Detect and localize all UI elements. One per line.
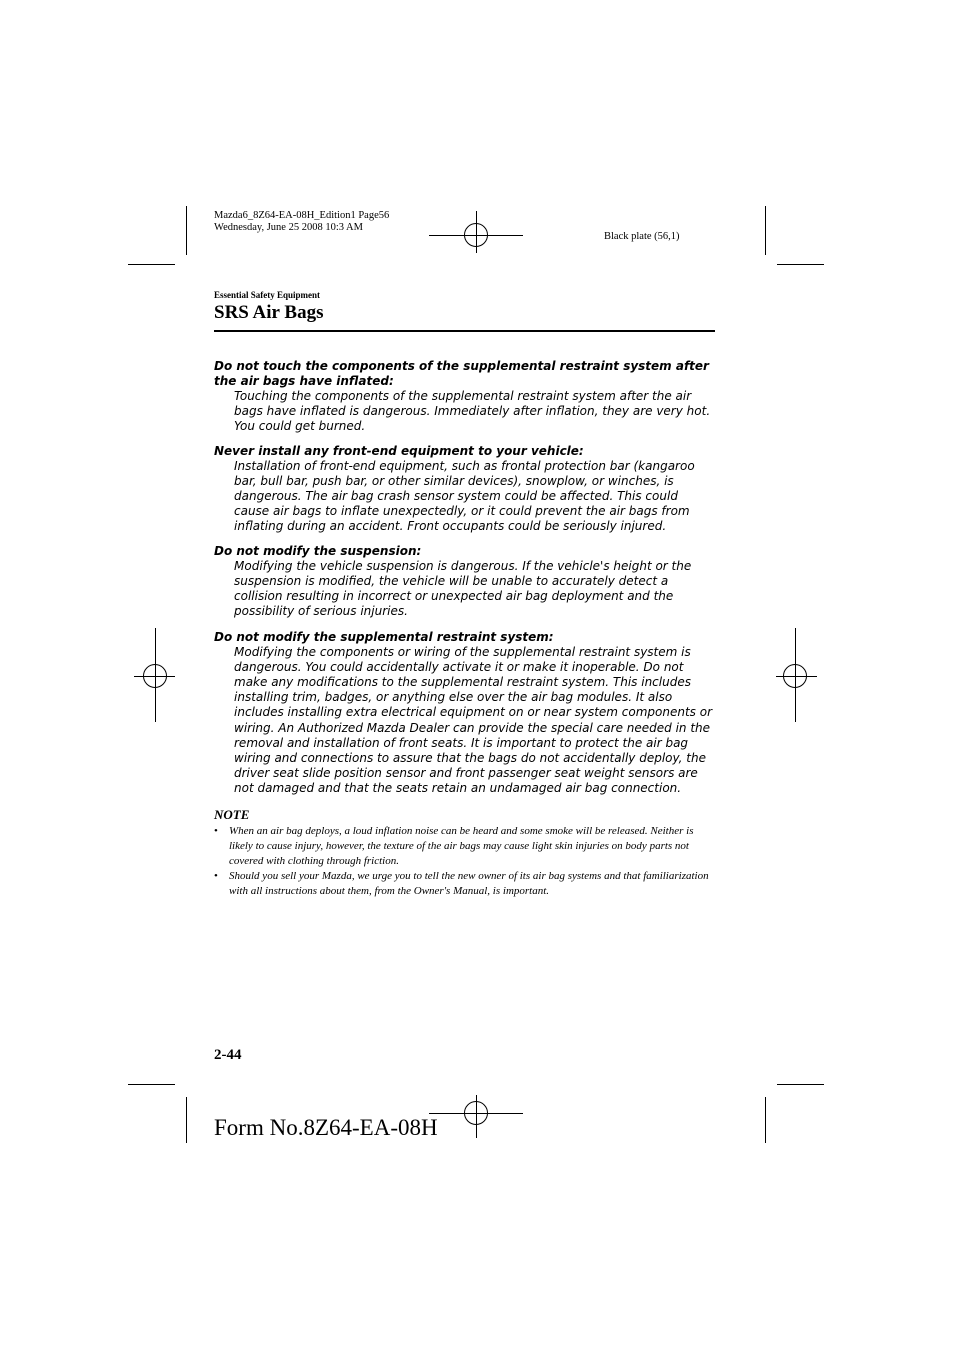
warning-item: [214, 630, 716, 796]
warning-heading: Never install any front-end equipment to your vehicle:: [214, 444, 584, 458]
crop-mark: [186, 206, 187, 255]
warning-heading: Do not modify the supplemental restraint system:: [214, 630, 554, 644]
crop-mark: [777, 264, 824, 265]
registration-circle: [464, 1101, 488, 1125]
note-text: Should you sell your Mazda, we urge you to tell the new owner of its air bag systems and that familiarization with all instructions about them, from the Owner's Manual, is important.: [229, 870, 709, 898]
form-number: Form No.8Z64-EA-08H: [214, 1115, 438, 1140]
print-info-line2: Wednesday, June 25 2008 10:3 AM: [214, 222, 363, 233]
warning-heading: Do not modify the suspension:: [214, 544, 422, 558]
warning-body: Installation of front-end equipment, such as frontal protection bar (kangaroo bar, bull bar, push bar, or other similar devices), snowplow, or winches, is dangerous. The air bag crash sensor system could be affected. This could cause air bags to inflate unexpectedly, or it could prevent the air bags from inflating during an accident. Front occupants could be seriously injured.: [234, 459, 695, 534]
registration-circle: [783, 664, 807, 688]
warning-item: [214, 359, 716, 434]
registration-circle: [464, 223, 488, 247]
warning-heading: Do not touch the components of the supplemental restraint system after the air bags have inflated:: [214, 359, 709, 389]
section-label: Essential Safety Equipment: [214, 290, 321, 300]
note-item: [214, 824, 714, 869]
bullet-icon: •: [214, 825, 218, 837]
crop-mark: [128, 264, 175, 265]
warning-body: Touching the components of the supplemental restraint system after the air bags have inflated is dangerous. Immediately after inflation, they are very hot. You could get burned.: [234, 389, 711, 434]
warning-item: [214, 444, 716, 535]
print-info-line1: Mazda6_8Z64-EA-08H_Edition1 Page56: [214, 210, 390, 221]
note-item: [214, 869, 714, 899]
warning-body: Modifying the components or wiring of the supplemental restraint system is dangerous. You could accidentally activate it or make it inoperable. Do not make any modifications to the supplemental restraint system. This includes installing trim, badges, or anything else over the air bag modules. It also includes installing extra electrical equipment on or near system components or wiring. An Authorized Mazda Dealer can provide the special care needed in the removal and installation of front seats. It is important to protect the air bag wiring and connections to assure that the bags do not accidentally deploy, the driver seat slide position sensor and front passenger seat weight sensors are not damaged and that the seats retain an undamaged air bag connection.: [234, 645, 713, 795]
title-rule: [214, 330, 715, 332]
registration-circle: [143, 664, 167, 688]
bullet-icon: •: [214, 870, 218, 882]
crop-mark: [186, 1097, 187, 1143]
note-text: When an air bag deploys, a loud inflation noise can be heard and some smoke will be released. Neither is likely to cause injury, however, the texture of the air bags may cause light skin injuries on body parts not covered with clothing through friction.: [229, 825, 694, 868]
crop-mark: [777, 1084, 824, 1085]
crop-mark: [128, 1084, 175, 1085]
page-title: SRS Air Bags: [214, 302, 324, 323]
page-number: 2-44: [214, 1047, 242, 1063]
plate-info: Black plate (56,1): [604, 231, 680, 242]
warning-item: [214, 544, 716, 619]
print-info: [214, 210, 454, 234]
crop-mark: [765, 206, 766, 255]
crop-mark: [765, 1097, 766, 1143]
note-title: NOTE: [214, 807, 250, 822]
warning-body: Modifying the vehicle suspension is dangerous. If the vehicle's height or the suspension is modified, the vehicle will be unable to accurately detect a collision resulting in incorrect or unexpected air bag deployment and the possibility of serious injuries.: [234, 559, 692, 619]
